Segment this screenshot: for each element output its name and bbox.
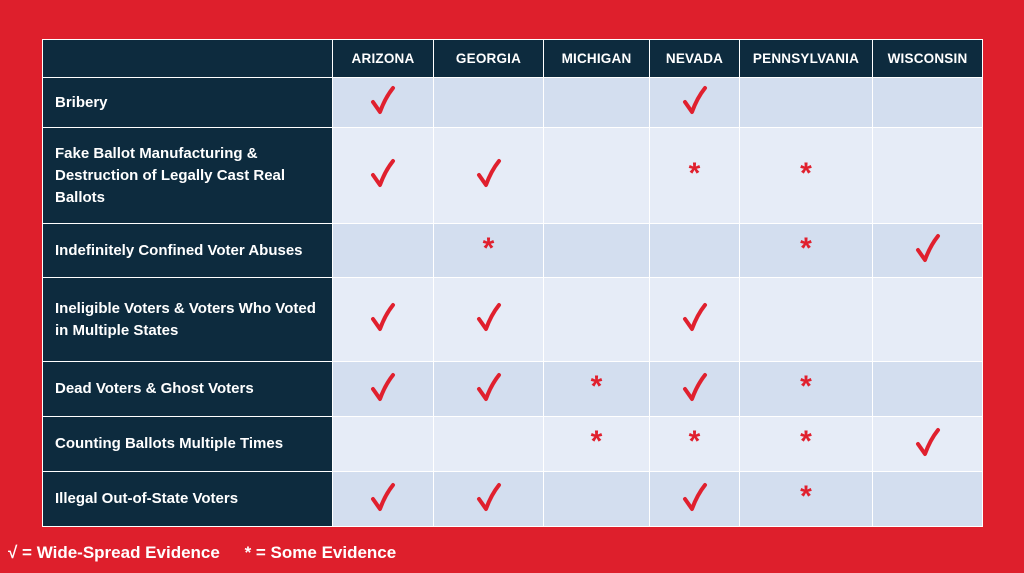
evidence-cell (873, 278, 983, 362)
check-icon (476, 158, 502, 188)
evidence-cell (740, 278, 873, 362)
check-icon (370, 158, 396, 188)
evidence-cell (333, 224, 434, 278)
evidence-cell (650, 128, 740, 224)
evidence-cell (544, 278, 650, 362)
check-icon (370, 302, 396, 332)
row-label: Dead Voters & Ghost Voters (43, 362, 333, 417)
evidence-cell (873, 224, 983, 278)
check-icon (476, 372, 502, 402)
evidence-cell (740, 472, 873, 527)
legend (8, 543, 416, 563)
row-label: Bribery (43, 78, 333, 128)
check-icon (915, 233, 941, 263)
evidence-cell (740, 128, 873, 224)
evidence-cell (544, 362, 650, 417)
column-header: ARIZONA (333, 40, 434, 78)
row-label: Counting Ballots Multiple Times (43, 417, 333, 472)
column-header: NEVADA (650, 40, 740, 78)
evidence-cell (544, 128, 650, 224)
evidence-cell (333, 417, 434, 472)
legend-check: √ = Wide-Spread Evidence (8, 543, 220, 562)
check-icon (370, 482, 396, 512)
evidence-cell (333, 128, 434, 224)
asterisk-icon: * (482, 231, 495, 265)
check-icon (682, 85, 708, 115)
asterisk-icon: * (800, 156, 812, 190)
evidence-cell (740, 417, 873, 472)
legend-star: * = Some Evidence (244, 543, 397, 562)
asterisk-icon: * (800, 480, 812, 513)
evidence-cell (544, 472, 650, 527)
evidence-cell (333, 362, 434, 417)
check-icon (915, 427, 941, 457)
table-row (43, 362, 983, 417)
asterisk-icon: * (800, 370, 812, 403)
header-row (43, 40, 983, 78)
asterisk-icon: * (800, 231, 812, 265)
evidence-table (42, 39, 983, 527)
column-header: MICHIGAN (544, 40, 650, 78)
table-row (43, 128, 983, 224)
evidence-cell (333, 78, 434, 128)
evidence-table-panel (42, 39, 982, 526)
evidence-cell (650, 417, 740, 472)
evidence-cell (434, 128, 544, 224)
check-icon (370, 372, 396, 402)
table-row (43, 472, 983, 527)
check-icon (682, 302, 708, 332)
evidence-cell (873, 128, 983, 224)
header-corner (43, 40, 333, 78)
evidence-cell (333, 472, 434, 527)
evidence-cell (873, 472, 983, 527)
evidence-cell (650, 78, 740, 128)
evidence-cell (650, 278, 740, 362)
evidence-cell (873, 417, 983, 472)
evidence-cell (434, 278, 544, 362)
check-icon (476, 482, 502, 512)
evidence-cell (544, 224, 650, 278)
evidence-cell (650, 224, 740, 278)
row-label: Indefinitely Confined Voter Abuses (43, 224, 333, 278)
evidence-cell (873, 78, 983, 128)
evidence-cell (434, 417, 544, 472)
check-icon (682, 372, 708, 402)
asterisk-icon: * (590, 425, 603, 458)
row-label: Fake Ballot Manufacturing & Destruction of Legally Cast Real Ballots (43, 128, 333, 224)
table-row (43, 78, 983, 128)
row-label: Ineligible Voters & Voters Who Voted in Multiple States (43, 278, 333, 362)
check-icon (682, 482, 708, 512)
evidence-cell (873, 362, 983, 417)
evidence-cell (544, 417, 650, 472)
asterisk-icon: * (688, 425, 701, 458)
column-header: GEORGIA (434, 40, 544, 78)
evidence-cell (434, 78, 544, 128)
evidence-cell (650, 472, 740, 527)
column-header: PENNSYLVANIA (740, 40, 873, 78)
asterisk-icon: * (688, 156, 701, 190)
evidence-cell (434, 362, 544, 417)
evidence-cell (434, 472, 544, 527)
evidence-cell (434, 224, 544, 278)
check-icon (370, 85, 396, 115)
column-header: WISCONSIN (873, 40, 983, 78)
evidence-cell (740, 78, 873, 128)
evidence-cell (333, 278, 434, 362)
evidence-cell (650, 362, 740, 417)
evidence-cell (740, 362, 873, 417)
row-label: Illegal Out-of-State Voters (43, 472, 333, 527)
check-icon (476, 302, 502, 332)
table-row (43, 224, 983, 278)
table-row (43, 278, 983, 362)
evidence-cell (740, 224, 873, 278)
evidence-cell (544, 78, 650, 128)
table-row (43, 417, 983, 472)
asterisk-icon: * (800, 425, 812, 458)
asterisk-icon: * (590, 370, 603, 403)
